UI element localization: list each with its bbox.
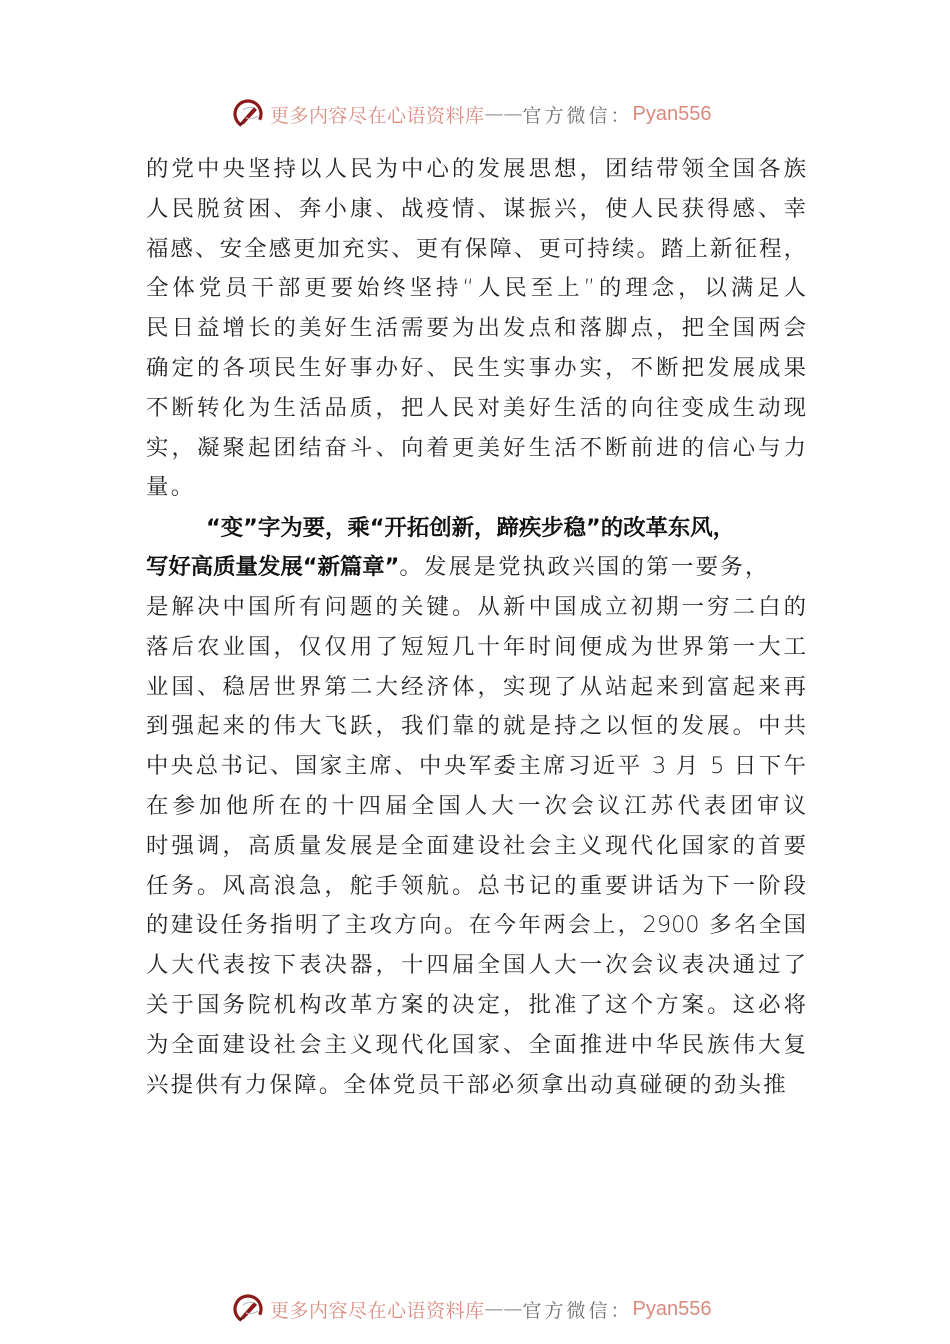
site-name-text: 更多内容尽在心语资料库 <box>270 1299 485 1322</box>
text-line: 民日益增长的美好生活需要为出发点和落脚点，把全国两会 <box>146 315 806 342</box>
text-line: 在参加他所在的十四届全国人大一次会议江苏代表团审议 <box>146 792 806 819</box>
text-line: 量。 <box>146 474 196 501</box>
header-watermark-banner <box>232 96 732 132</box>
text-line: 的建设任务指明了主攻方向。在今年两会上，2900 多名全国 <box>146 912 806 939</box>
banner-dash: —— <box>484 103 523 125</box>
text-line: 确定的各项民生好事办好、民生实事办实，不断把发展成果 <box>146 354 806 381</box>
quill-pen-logo-icon <box>232 1293 264 1325</box>
wechat-id: Pyan556 <box>632 102 712 125</box>
wechat-id: Pyan556 <box>632 1297 712 1320</box>
text-line: 人大代表按下表决器，十四届全国人大一次会议表决通过了 <box>146 952 806 979</box>
wechat-label: 官方微信： <box>522 104 633 127</box>
text-line: 兴提供有力保障。全体党员干部必须拿出动真碰硬的劲头推 <box>146 1071 788 1098</box>
text-line: 业国、稳居世界第二大经济体，实现了从站起来到富起来再 <box>146 673 806 700</box>
site-name-text: 更多内容尽在心语资料库 <box>270 104 485 127</box>
text-line: 中央总书记、国家主席、中央军委主席习近平 3 月 5 日下午 <box>146 753 806 780</box>
paragraph-people-centered <box>146 150 806 508</box>
text-line: 关于国务院机构改革方案的决定，批准了这个方案。这必将 <box>146 991 806 1018</box>
quill-pen-logo-icon <box>232 98 264 130</box>
section-heading: “变”字为要，乘“开拓创新，蹄疾步稳”的改革东风， <box>206 515 736 542</box>
wechat-label: 官方微信： <box>522 1299 633 1322</box>
text-line: 时强调，高质量发展是全面建设社会主义现代化国家的首要 <box>146 832 806 859</box>
text-line: 人民脱贫困、奔小康、战疫情、谋振兴，使人民获得感、幸 <box>146 195 806 222</box>
text-line: 任务。风高浪急，舵手领航。总书记的重要讲话为下一阶段 <box>146 872 806 899</box>
text-line <box>146 548 806 588</box>
text-line: 全体党员干部更要始终坚持“人民至上”的理念，以满足人 <box>146 275 806 302</box>
text-run: 。发展是党执政兴国的第一要务， <box>399 554 770 581</box>
document-body <box>146 150 806 1105</box>
banner-dash: —— <box>484 1298 523 1320</box>
text-line: 不断转化为生活品质，把人民对美好生活的向往变成生动现 <box>146 394 806 421</box>
text-line: 福感、安全感更加充实、更有保障、更可持续。踏上新征程， <box>146 235 806 262</box>
section-heading-continuation: 写好高质量发展“新篇章” <box>146 554 400 581</box>
footer-watermark-banner <box>232 1291 732 1327</box>
text-line: 是解决中国所有问题的关键。从新中国成立初期一穷二白的 <box>146 593 806 620</box>
text-line: 落后农业国，仅仅用了短短几十年时间便成为世界第一大工 <box>146 633 806 660</box>
text-line: 的党中央坚持以人民为中心的发展思想，团结带领全国各族 <box>146 156 806 182</box>
text-line: 到强起来的伟大飞跃，我们靠的就是持之以恒的发展。中共 <box>146 713 806 740</box>
text-line: 为全面建设社会主义现代化国家、全面推进中华民族伟大复 <box>146 1031 806 1058</box>
text-line: 实，凝聚起团结奋斗、向着更美好生活不断前进的信心与力 <box>146 434 806 461</box>
paragraph-development <box>146 508 806 1105</box>
